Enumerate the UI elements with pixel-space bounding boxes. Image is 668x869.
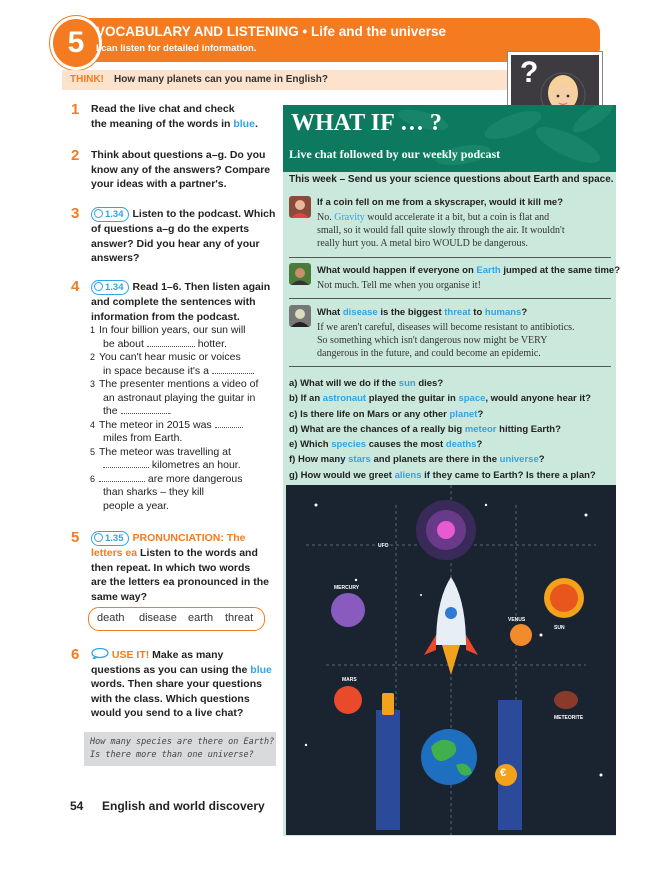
list-item <box>289 437 596 452</box>
exercise-2-line: Think about questions a–g. Do you <box>91 149 266 161</box>
sentence-number: 2 <box>90 352 96 362</box>
question-text: What are the chances of a really big <box>300 423 465 435</box>
exercise-3-line: answers? <box>91 252 140 264</box>
sentence-text: than sharks – they kill <box>103 486 204 498</box>
question-text: How would we greet <box>300 469 395 481</box>
question-text: ? <box>476 439 483 451</box>
answer-line: dangerous in the future, and could become an epidemic. <box>317 348 541 359</box>
use-it-title: USE IT! <box>111 649 150 661</box>
question-text: causes the most <box>366 439 446 451</box>
sentence-text: are more dangerous <box>145 472 243 485</box>
question-letter: b) <box>289 393 298 405</box>
speaker-icon <box>94 282 103 291</box>
title-bullet: • <box>302 24 308 39</box>
sentence-text: You can't hear music or voices <box>99 351 241 363</box>
audio-track-button[interactable] <box>91 531 129 546</box>
question-letter: a) <box>289 378 298 389</box>
exercise-6-instruction <box>91 648 281 721</box>
exercise-6-text: questions as you can using the <box>91 663 251 676</box>
exercise-3-instruction <box>91 207 275 266</box>
vocab-word: Gravity <box>334 212 365 223</box>
exercise-1-blue-word: blue <box>233 117 255 130</box>
question-text: ? <box>538 454 545 466</box>
page-number: 54 <box>70 799 84 813</box>
sentence-text: be about <box>103 337 147 350</box>
user-photo <box>289 196 311 218</box>
answer-blank[interactable] <box>99 481 145 482</box>
sentence-text: the <box>103 405 121 417</box>
answer-text: would accelerate it a bit, but a coin is flat and <box>364 212 550 223</box>
chat-answer: Not much. Tell me when you organise it! <box>317 280 481 291</box>
sentence-number: 3 <box>90 379 96 389</box>
think-label: THINK! <box>70 74 104 85</box>
lesson-title <box>96 24 446 39</box>
exercise-3-line <box>91 207 275 222</box>
sentence-number: 4 <box>90 419 96 430</box>
sentence-text: in space because it's a <box>103 364 212 377</box>
divider <box>289 298 611 299</box>
answer-line: So something which isn't dangerous now might be VERY <box>317 335 548 346</box>
answer-blank[interactable] <box>212 373 252 374</box>
exercise-1-line: Read the live chat and check <box>91 103 235 115</box>
lesson-title-text: VOCABULARY AND LISTENING <box>96 24 299 39</box>
question-text: and planets are there in the <box>370 454 500 466</box>
question-text: , would anyone hear it? <box>485 393 591 405</box>
question-text: played the guitar in <box>366 393 459 405</box>
list-item <box>90 338 280 352</box>
list-item <box>90 365 280 379</box>
vocab-word: aliens <box>394 469 422 481</box>
exercise-6-line: would you send to a live chat? <box>91 707 244 719</box>
gap-fill-sentences <box>90 324 280 513</box>
vocab-word: astronaut <box>322 393 367 405</box>
chat-title: WHAT IF … ? <box>291 110 442 136</box>
space-illustration <box>286 485 616 835</box>
audio-track-number: 1.34 <box>105 282 124 293</box>
exercise-5-line: are the letters ea pronounced in the <box>91 576 269 588</box>
answer-line <box>317 211 613 224</box>
exercise-5-number: 5 <box>71 529 80 546</box>
question-text: ? <box>477 408 484 420</box>
list-item <box>90 324 280 338</box>
speech-bubble-icon <box>91 649 109 661</box>
exercise-6-line: with the class. Which questions <box>91 692 250 705</box>
vocab-word: space <box>458 393 486 405</box>
exercise-1-text: the meaning of the words in <box>91 117 234 130</box>
question-text: What will we do if the <box>300 378 399 389</box>
exercise-1-line <box>91 117 258 132</box>
exercise-4-text: Read 1–6. Then listen again <box>132 281 271 293</box>
list-item <box>90 446 280 460</box>
question-letter: e) <box>289 439 298 451</box>
exercise-5-instruction <box>91 531 281 604</box>
sentence-text: . <box>168 405 172 417</box>
speaker-icon <box>94 533 103 542</box>
sentence-number: 1 <box>90 325 96 335</box>
divider <box>289 257 611 258</box>
exercise-4-instruction <box>91 280 270 324</box>
vocab-word: stars <box>348 454 371 466</box>
chat-question <box>317 307 527 318</box>
list-item <box>289 376 596 391</box>
exercise-2-line: your ideas with a partner's. <box>91 178 227 190</box>
exercise-6-line <box>91 663 281 678</box>
list-item <box>289 407 596 422</box>
exercise-3-number: 3 <box>71 205 80 222</box>
sentence-number: 6 <box>90 473 96 484</box>
venus-label: VENUS <box>508 617 526 623</box>
pronunciation-word-box <box>88 607 265 631</box>
vocab-word: Earth <box>476 265 501 276</box>
chat-answer <box>317 211 613 250</box>
word-threat: threat <box>225 612 254 624</box>
list-item <box>289 468 596 483</box>
exercise-2-line: know any of the answers? Compare <box>91 163 271 176</box>
exercise-5-line: then repeat. In which two words <box>91 561 251 574</box>
exercise-6-text: Make as many <box>149 649 224 661</box>
list-item <box>90 419 280 433</box>
sentence-number: 5 <box>90 446 96 457</box>
question-text: What would happen if everyone on <box>317 265 477 276</box>
mars-label: MARS <box>342 677 357 683</box>
pronunciation-title: PRONUNCIATION: The <box>132 532 246 544</box>
question-text: ? <box>521 307 528 318</box>
word-death: death <box>97 612 125 624</box>
exercise-1-instruction <box>91 102 258 131</box>
question-list <box>289 376 596 483</box>
sentence-text: kilometres an hour. <box>149 459 241 471</box>
exercise-6-line <box>91 648 281 663</box>
sentence-text: In four billion years, our sun will <box>99 324 246 336</box>
exercise-5-text: Listen to the words and <box>137 547 258 559</box>
question-text: hitting Earth? <box>496 423 561 435</box>
user-photo <box>289 263 311 285</box>
lesson-topic: Life and the universe <box>311 24 447 39</box>
audio-track-button[interactable] <box>91 207 129 222</box>
question-text: dies? <box>415 378 444 389</box>
exercise-1-text: . <box>254 117 258 130</box>
answer-blank[interactable] <box>215 427 243 428</box>
unit-number: 5 <box>50 16 102 70</box>
word-disease: disease <box>139 612 177 624</box>
exercise-2-number: 2 <box>71 147 80 164</box>
sentence-text: The meteor was travelling at <box>99 445 231 458</box>
exercise-4-line: information from the podcast. <box>91 310 240 323</box>
meteorite-label: METEORITE <box>554 715 584 721</box>
question-letter: d) <box>289 423 298 435</box>
chat-intro: This week – Send us your science questions about Earth and space. <box>289 174 614 185</box>
question-text: If an <box>300 393 323 405</box>
example-question: How many species are there on Earth? <box>90 737 275 747</box>
sentence-text: an astronaut playing the guitar in <box>103 391 256 404</box>
exercise-3-line: answer? Did you hear any of your <box>91 237 260 250</box>
audio-track-number: 1.35 <box>105 533 124 544</box>
user-photo <box>289 305 311 327</box>
question-text: Is there life on Mars or any other <box>300 408 450 420</box>
vocab-word: humans <box>484 307 522 318</box>
chat-subtitle: Live chat followed by our weekly podcast <box>289 147 501 161</box>
exercise-4-number: 4 <box>71 278 80 295</box>
question-text: How many <box>297 454 349 466</box>
vocab-word: species <box>331 439 367 451</box>
space-scene <box>286 485 616 835</box>
vocab-word: sun <box>398 378 416 389</box>
sentence-text: The presenter mentions a video of <box>99 378 259 390</box>
answer-blank[interactable] <box>147 346 195 347</box>
answer-line: If we aren't careful, diseases will become resistant to antibiotics. <box>317 322 575 333</box>
answer-blank[interactable] <box>121 413 169 414</box>
vocab-word: deaths <box>445 439 477 451</box>
exercise-3-text: Listen to the podcast. Which <box>132 208 276 220</box>
list-item <box>289 452 596 467</box>
speaker-icon <box>94 209 103 218</box>
question-text: if they came to Earth? Is there a plan? <box>421 469 596 481</box>
list-item <box>90 473 280 487</box>
question-mark-icon: ? <box>520 56 539 89</box>
chat-answer <box>317 321 613 360</box>
exercise-6-blue-word: blue <box>250 663 272 676</box>
exercise-5-line <box>91 531 281 546</box>
question-text: is the biggest <box>377 307 445 318</box>
exercise-6-line: words. Then share your questions <box>91 678 262 690</box>
chat-question <box>317 265 620 276</box>
list-item <box>90 351 280 365</box>
question-letter: f) <box>289 454 296 466</box>
answer-line: really hurt you. A metal biro WOULD be dangerous. <box>317 238 528 249</box>
mercury-label: MERCURY <box>334 585 360 591</box>
list-item <box>289 422 596 437</box>
exercise-5-line <box>91 546 281 561</box>
list-item <box>289 391 596 406</box>
list-item <box>90 459 280 473</box>
divider <box>289 366 611 367</box>
list-item <box>90 378 280 392</box>
sentence-text: The meteor in 2015 was <box>99 418 215 431</box>
question-letter: c) <box>289 408 298 420</box>
vocab-word: universe <box>499 454 539 466</box>
pronunciation-title: letters ea <box>91 547 138 559</box>
answer-line: small, so it would fall quite slowly through the air. It wouldn't <box>317 225 565 236</box>
ufo-label: UFO <box>378 543 389 549</box>
sentence-text: . <box>251 364 255 377</box>
vocab-word: meteor <box>464 423 497 435</box>
exercise-3-line: of questions a–g do the experts <box>91 223 250 235</box>
question-text: jumped at the same time? <box>500 265 621 276</box>
vocab-word: threat <box>444 307 471 318</box>
sun-label: SUN <box>554 625 565 631</box>
exercise-4-line <box>91 280 270 295</box>
question-text: to <box>470 307 485 318</box>
vocab-word: planet <box>449 408 478 420</box>
exercise-2-instruction <box>91 148 270 192</box>
question-letter: g) <box>289 469 298 481</box>
vocab-word: disease <box>342 307 378 318</box>
sentence-text: people a year. <box>103 499 169 512</box>
lesson-objective: I can listen for detailed information. <box>96 43 257 54</box>
page-section-title: English and world discovery <box>102 799 265 813</box>
sentence-text: miles from Earth. <box>103 432 183 444</box>
audio-track-button[interactable] <box>91 280 129 295</box>
question-text: Which <box>300 439 332 451</box>
word-earth: earth <box>188 612 214 624</box>
example-questions-box <box>84 732 276 766</box>
question-text: What <box>317 307 343 318</box>
chat-question: If a coin fell on me from a skyscraper, would it kill me? <box>317 197 564 208</box>
exercise-6-number: 6 <box>71 646 80 663</box>
answer-blank[interactable] <box>103 467 149 468</box>
example-question: Is there more than one universe? <box>90 750 254 760</box>
exercise-1-number: 1 <box>71 101 80 118</box>
answer-text: No. <box>317 212 335 223</box>
sentence-text: hotter. <box>194 337 227 350</box>
list-item <box>90 405 280 419</box>
audio-track-number: 1.34 <box>105 209 124 220</box>
exercise-5-line: same way? <box>91 590 148 603</box>
euro-icon: € <box>500 767 507 779</box>
exercise-4-line: and complete the sentences with <box>91 296 256 308</box>
think-question: How many planets can you name in English? <box>114 74 328 85</box>
